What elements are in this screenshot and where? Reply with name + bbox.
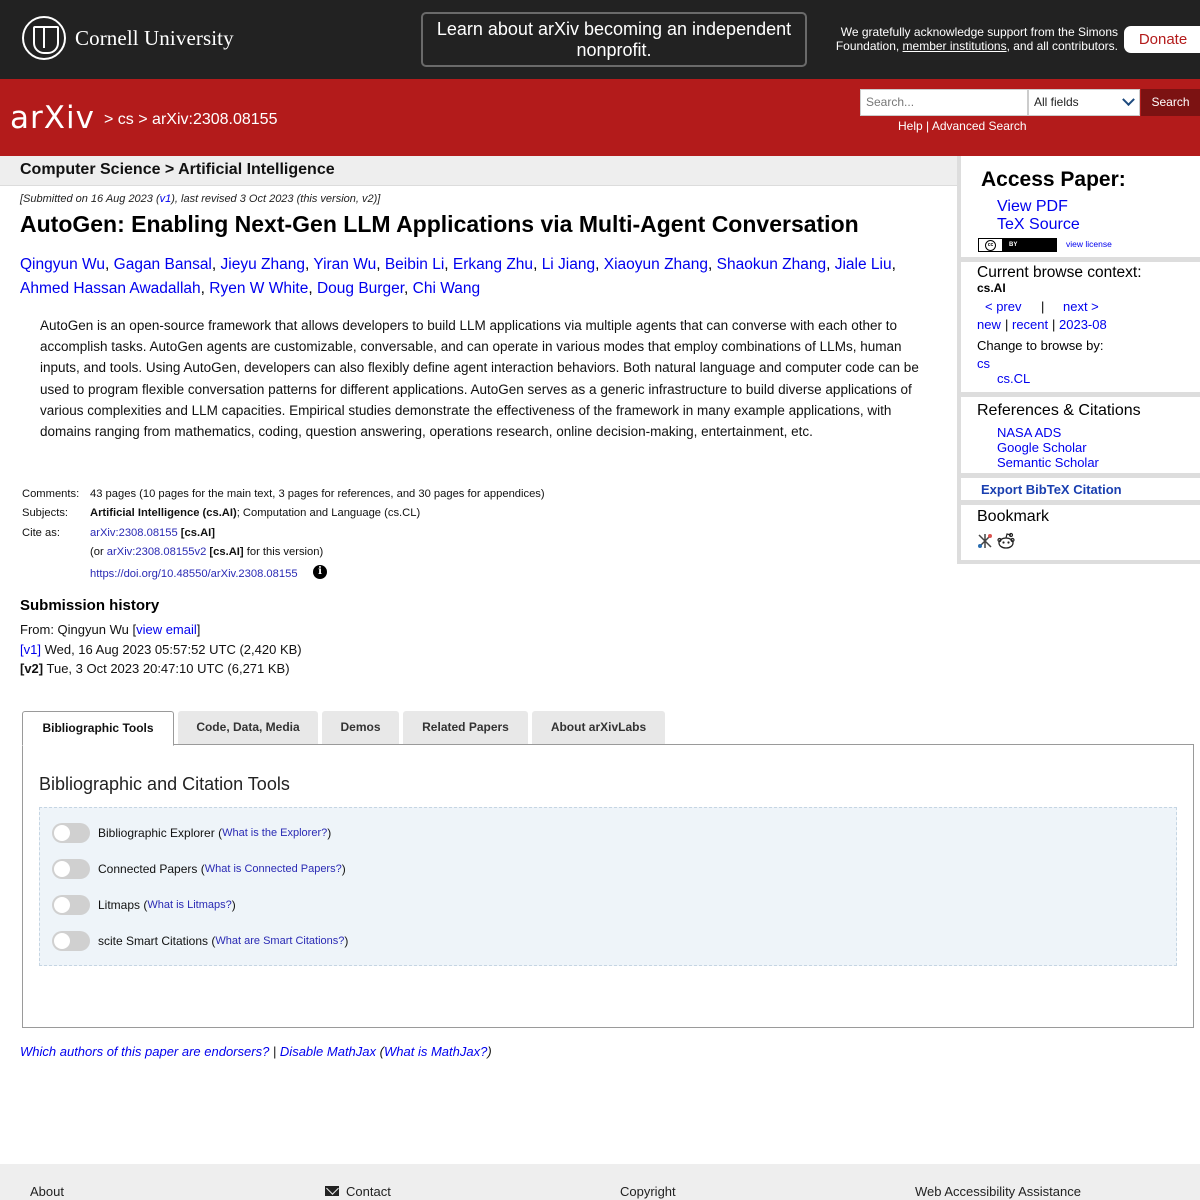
nonprofit-announcement-button[interactable]: Learn about arXiv becoming an independent nonprofit. [421,12,807,67]
author-sep: , [200,280,210,297]
toggle-label: Litmaps [98,898,141,912]
what-is-mathjax-link[interactable]: What is MathJax? [383,1044,488,1059]
nav-sep: | [1041,299,1045,314]
author-sep: , [444,256,453,273]
cc-by-label: BY [1002,239,1056,251]
cc-by-license-badge[interactable] [978,238,1057,252]
info-icon[interactable]: i [313,565,327,579]
cite-id-link[interactable]: arXiv:2308.08155 [90,527,178,539]
cite-v2-link[interactable]: arXiv:2308.08155v2 [106,546,207,558]
author-sep: , [211,256,221,273]
litmaps-toggle[interactable] [52,895,90,915]
author-link[interactable]: Jiale Liu [834,256,892,273]
search-button[interactable]: Search [1141,89,1200,116]
cite-v2-tail: for this version) [243,546,324,558]
connected-papers-toggle[interactable] [52,859,90,879]
view-email-link[interactable]: view email [136,622,197,637]
author-link[interactable]: Qingyun Wu [20,256,106,273]
search-field-select[interactable] [1028,89,1140,116]
author-link[interactable]: Beibin Li [384,256,445,273]
disable-mathjax-link[interactable]: Disable MathJax [279,1044,377,1059]
history-v1-date: Wed, 16 Aug 2023 05:57:52 UTC (2,420 KB) [40,641,302,657]
month-link[interactable]: 2023-08 [1059,317,1107,332]
donate-button[interactable]: Donate [1124,26,1200,53]
cite-v2-category: [cs.AI] [206,546,244,558]
cite-or: (or [90,546,107,558]
nasa-ads-link[interactable]: NASA ADS [997,425,1062,440]
toggle-help-link[interactable]: What is the Explorer? [222,827,328,839]
support-text: We gratefully acknowledge support from the Simons Foundation, [835,25,1118,53]
cornell-seal-icon [22,16,66,60]
breadcrumb-paper-id: arXiv:2308.08155 [152,111,278,128]
history-v2-label: [v2] [20,661,44,676]
semantic-scholar-link[interactable]: Semantic Scholar [997,455,1099,470]
author-link[interactable]: Gagan Bansal [113,256,212,273]
toggle-help-link[interactable]: What are Smart Citations? [215,935,345,947]
abstract: AutoGen is an open-source framework that allows developers to build LLM applications via multiple agents that can converse with each other to accomplish tasks. AutoGen agents are customizable, conversable, and can operate in various modes that employ combinations of LLMs, human inputs, and tools. Using AutoGen, developers can also flexibly define agent interaction behaviors. Both natural language and computer code can be used to program flexible conversation patterns for different applications. AutoGen serves as a generic infrastructure to build diverse applications of various complexities and LLM capacities. Empirical studies demonstrate the effectiveness of the framework in many example applications, with domains ranging from mathematics, coding, question answering, operations research, online decision-making, entertainment, etc. [40,318,919,440]
history-v2 [20,659,302,679]
change-browse-title: Change to browse by: [977,338,1104,353]
comments-label: Comments: [22,488,80,500]
help-sep: | [926,119,930,133]
paren-close: ) [487,1044,492,1059]
new-link[interactable]: new [977,317,1001,332]
footer-about-link[interactable]: About [30,1184,64,1199]
top-banner [0,0,1200,79]
author-sep: , [404,280,413,297]
browse-context-title: Current browse context: [977,264,1142,281]
chevron-down-icon [1122,93,1135,106]
history-v1 [20,640,302,660]
dateline-text-end: ), last revised 3 Oct 2023 (this version, v2)] [171,193,381,205]
subject-bar [0,156,957,186]
next-link[interactable]: next > [1063,299,1099,314]
nav-sep: | [1052,317,1056,332]
toggle-row: Bibliographic Explorer ( What is the Explorer? ) [52,823,331,843]
bookmark-title: Bookmark [977,508,1050,525]
access-paper-title: Access Paper: [981,168,1126,191]
sidebar [957,156,1200,564]
bibsonomy-icon[interactable] [977,533,993,549]
tab-related-papers[interactable]: Related Papers [403,711,528,744]
panel-title: Bibliographic and Citation Tools [39,774,290,794]
sidebar-divider [961,392,1200,397]
toggle-list [39,807,1177,966]
author-sep: , [826,256,835,273]
comments-value: 43 pages (10 pages for the main text, 3 pages for references, and 30 pages for appendices) [90,488,545,500]
history-from-end: ] [196,622,201,637]
help-link[interactable]: Help [898,119,923,133]
author-sep: , [533,256,542,273]
author-link[interactable]: Li Jiang [541,256,596,273]
tab-code-data-media[interactable]: Code, Data, Media [178,711,318,744]
author-link[interactable]: Erkang Zhu [452,256,534,273]
dateline-v1-link[interactable]: v1 [159,193,172,205]
subjects-label: Subjects: [22,507,69,519]
dateline-text: [Submitted on 16 Aug 2023 ( [20,193,160,205]
author-link[interactable]: Chi Wang [412,280,481,297]
help-links [898,119,1027,133]
search-field-value: All fields [1034,95,1079,109]
author-link[interactable]: Ahmed Hassan Awadallah [20,280,201,297]
author-list [20,253,935,301]
author-sep: , [308,280,317,297]
endorsers-line [20,1044,492,1059]
breadcrumb [104,111,277,129]
scite-toggle[interactable] [52,931,90,951]
toggle-label: Connected Papers [98,862,198,876]
toggle-row: Litmaps ( What is Litmaps? ) [52,895,236,915]
support-acknowledgement [818,25,1118,53]
cornell-logo[interactable] [22,16,234,60]
author-sep: , [105,256,114,273]
history-v2-date: Tue, 3 Oct 2023 20:47:10 UTC (6,271 KB) [43,661,290,676]
author-link[interactable]: Ryen W White [209,280,309,297]
author-sep: , [708,256,717,273]
export-bibtex-link[interactable]: Export BibTeX Citation [981,482,1122,497]
author-sep: , [376,256,385,273]
view-license-link[interactable]: view license [1066,239,1112,249]
author-sep: , [891,256,896,273]
sidebar-divider [961,257,1200,262]
author-link[interactable]: Jieyu Zhang [220,256,305,273]
reddit-icon[interactable] [997,532,1015,550]
author-link[interactable]: Yiran Wu [313,256,377,273]
support-text-end: , and all contributors. [1006,39,1118,53]
history-v1-link[interactable]: [v1] [20,641,41,657]
browse-cs-link[interactable]: cs [977,356,990,371]
cc-icon: cc [985,240,996,251]
subject-heading: Computer Science > Artificial Intelligence [20,161,335,178]
bibliographic-explorer-toggle[interactable] [52,823,90,843]
view-pdf-link[interactable]: View PDF [997,198,1068,215]
search-input[interactable]: Search... [860,89,1028,116]
tab-panel [22,744,1194,1028]
advanced-search-link[interactable]: Advanced Search [931,119,1027,133]
footer-contact-link[interactable]: Contact [346,1184,391,1199]
sidebar-divider [961,473,1200,478]
primary-subject: Artificial Intelligence (cs.AI) [90,507,237,519]
breadcrumb-cs[interactable]: cs [117,111,134,128]
author-link[interactable]: Shaokun Zhang [716,256,827,273]
paren-open: ( [376,1044,384,1059]
browse-context-value: cs.AI [977,281,1006,295]
cite-label: Cite as: [22,527,60,539]
toggle-help-link[interactable]: What is Connected Papers? [204,863,342,875]
author-link[interactable]: Xiaoyun Zhang [603,256,709,273]
footer-copyright-link[interactable]: Copyright [620,1184,676,1199]
browse-cscl-link[interactable]: cs.CL [997,371,1031,386]
history-from-text: From: Qingyun Wu [ [20,622,137,637]
cite-value [90,527,215,539]
author-sep: , [304,256,314,273]
footer [0,1164,1200,1200]
endorsers-link[interactable]: Which authors of this paper are endorsers? [20,1044,270,1059]
submission-history-title: Submission history [20,597,160,614]
footer-accessibility-link[interactable]: Web Accessibility Assistance [915,1184,1081,1199]
submission-dateline [20,193,380,205]
cite-category: [cs.AI] [177,527,216,539]
toggle-label: scite Smart Citations [98,934,209,948]
google-scholar-link[interactable]: Google Scholar [997,440,1087,455]
doi-link[interactable]: https://doi.org/10.48550/arXiv.2308.08155 [90,568,298,580]
breadcrumb-sep: > [104,111,114,128]
toggle-label: Bibliographic Explorer [98,826,215,840]
toggle-row: scite Smart Citations ( What are Smart Citations? ) [52,931,348,951]
member-institutions-link[interactable]: member institutions [902,39,1007,53]
toggle-row: Connected Papers ( What is Connected Papers? ) [52,859,346,879]
cite-version-value [90,546,323,558]
prev-link[interactable]: < prev [985,299,1022,314]
cornell-name: Cornell University [75,25,234,50]
mail-icon [325,1186,339,1196]
tab-demos[interactable]: Demos [322,711,399,744]
subjects-value [90,507,420,519]
breadcrumb-sep: > [138,111,148,128]
tab-about-arxivlabs[interactable]: About arXivLabs [532,711,665,744]
site-header [0,79,1200,156]
endorse-sep: | [269,1044,280,1059]
references-title: References & Citations [977,402,1141,419]
paper-title: AutoGen: Enabling Next-Gen LLM Applications via Multi-Agent Conversation [20,211,859,237]
author-link[interactable]: Doug Burger [316,280,405,297]
history-from [20,620,302,640]
arxiv-logo[interactable]: arXiv [10,100,95,136]
recent-link[interactable]: recent [1012,317,1049,332]
tab-bibliographic-tools[interactable]: Bibliographic Tools [22,711,174,746]
sidebar-divider [961,500,1200,505]
tex-source-link[interactable]: TeX Source [997,216,1080,233]
nav-sep: | [1005,317,1009,332]
submission-history [20,620,302,679]
author-sep: , [595,256,604,273]
toggle-help-link[interactable]: What is Litmaps? [147,899,232,911]
secondary-subjects: ; Computation and Language (cs.CL) [236,507,421,519]
